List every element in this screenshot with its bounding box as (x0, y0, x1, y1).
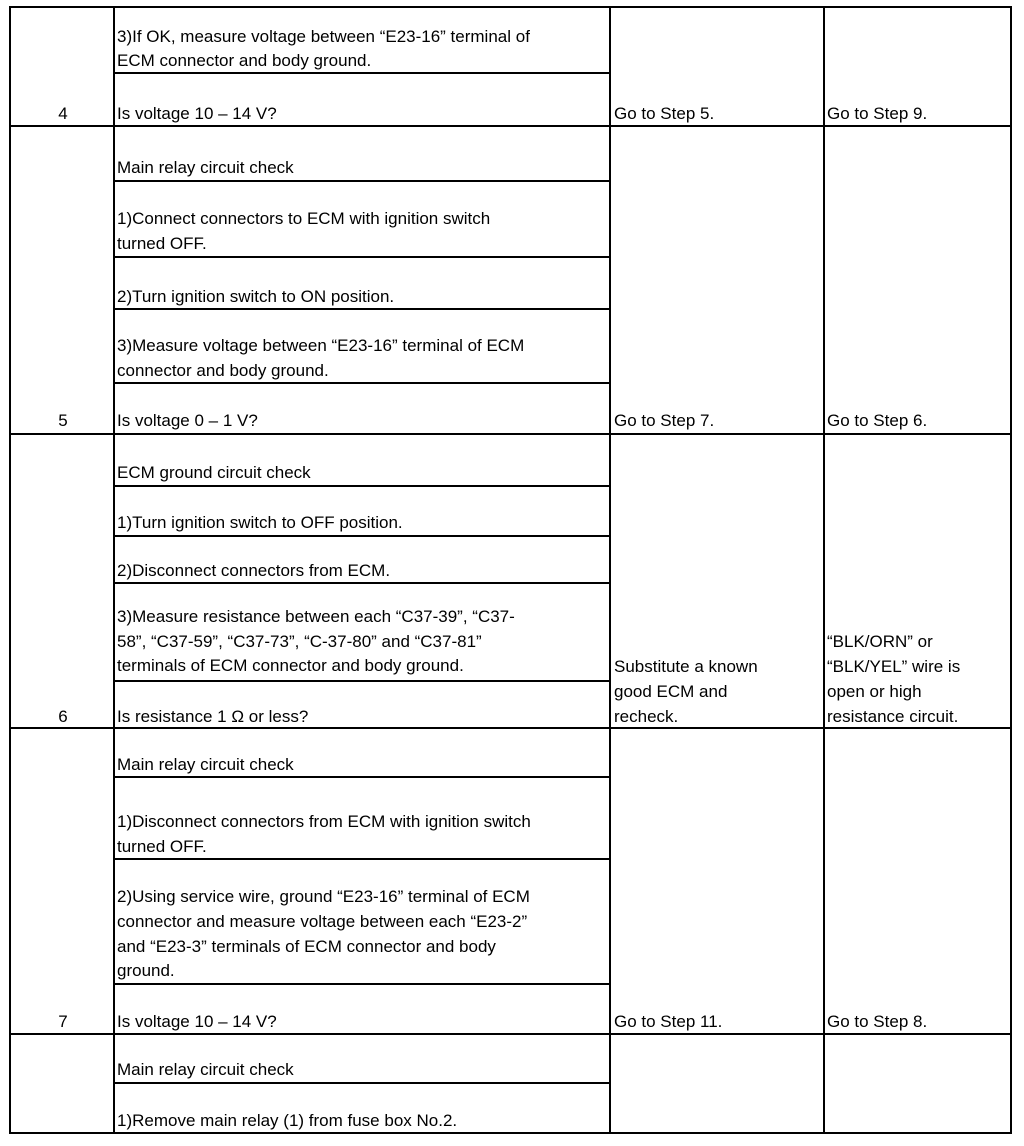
action-text: turned OFF. (117, 837, 207, 856)
action-text: connector and measure voltage between each “E23-2” (117, 912, 528, 931)
no-result: open or high (827, 682, 922, 701)
no-result: “BLK/ORN” or (827, 632, 933, 651)
action-text: 2)Using service wire, ground “E23-16” terminal of ECM (117, 887, 530, 906)
column-divider-yes (823, 6, 825, 1134)
step-number: 5 (58, 411, 68, 430)
action-text: 2)Turn ignition switch to ON position. (117, 287, 395, 306)
action-text: 1)Disconnect connectors from ECM with ignition switch (117, 812, 531, 831)
no-result: Go to Step 9. (827, 104, 928, 123)
yes-result: Go to Step 11. (614, 1012, 723, 1031)
action-text: ECM connector and body ground. (117, 51, 372, 70)
action-text: 3)Measure resistance between each “C37-39”, “C37- (117, 607, 515, 626)
yes-result: Substitute a known (614, 657, 758, 676)
action-text: turned OFF. (117, 234, 207, 253)
column-divider-step (113, 6, 115, 1134)
check-title: Main relay circuit check (117, 1060, 294, 1079)
action-text: and “E23-3” terminals of ECM connector and body (117, 937, 496, 956)
no-result: resistance circuit. (827, 707, 959, 726)
table-border-right (1010, 6, 1012, 1134)
step-number: 4 (58, 104, 68, 123)
action-separator (113, 180, 611, 182)
action-text: 1)Remove main relay (1) from fuse box No.2. (117, 1111, 458, 1130)
action-separator (113, 256, 611, 258)
yes-result: Go to Step 7. (614, 411, 715, 430)
action-text: terminals of ECM connector and body ground. (117, 656, 464, 675)
question-text: Is resistance 1 Ω or less? (117, 707, 309, 726)
check-title: Main relay circuit check (117, 755, 294, 774)
check-title: ECM ground circuit check (117, 463, 311, 482)
action-text: 2)Disconnect connectors from ECM. (117, 561, 391, 580)
question-text: Is voltage 10 – 14 V? (117, 1012, 277, 1031)
question-text: Is voltage 0 – 1 V? (117, 411, 258, 430)
action-text: ground. (117, 961, 175, 980)
column-divider-action (609, 6, 611, 1134)
action-separator (113, 485, 611, 487)
yes-result: Go to Step 5. (614, 104, 715, 123)
row-separator (9, 433, 1012, 435)
action-separator (113, 535, 611, 537)
question-text: Is voltage 10 – 14 V? (117, 104, 277, 123)
yes-result: good ECM and (614, 682, 728, 701)
step-number: 6 (58, 707, 68, 726)
yes-result: recheck. (614, 707, 679, 726)
action-separator (113, 680, 611, 682)
action-separator (113, 1082, 611, 1084)
action-text: 3)If OK, measure voltage between “E23-16” terminal of (117, 27, 530, 46)
table-border-left (9, 6, 11, 1134)
action-text: 1)Turn ignition switch to OFF position. (117, 513, 403, 532)
action-separator (113, 983, 611, 985)
check-title: Main relay circuit check (117, 158, 294, 177)
action-text: connector and body ground. (117, 361, 329, 380)
step-number: 7 (58, 1012, 68, 1031)
action-text: 1)Connect connectors to ECM with ignition switch (117, 209, 491, 228)
no-result: Go to Step 6. (827, 411, 928, 430)
no-result: Go to Step 8. (827, 1012, 928, 1031)
no-result: “BLK/YEL” wire is (827, 657, 961, 676)
table-border-top (9, 6, 1012, 8)
action-text: 58”, “C37-59”, “C37-73”, “C-37-80” and “C37-81” (117, 632, 482, 651)
action-text: 3)Measure voltage between “E23-16” terminal of ECM (117, 336, 525, 355)
